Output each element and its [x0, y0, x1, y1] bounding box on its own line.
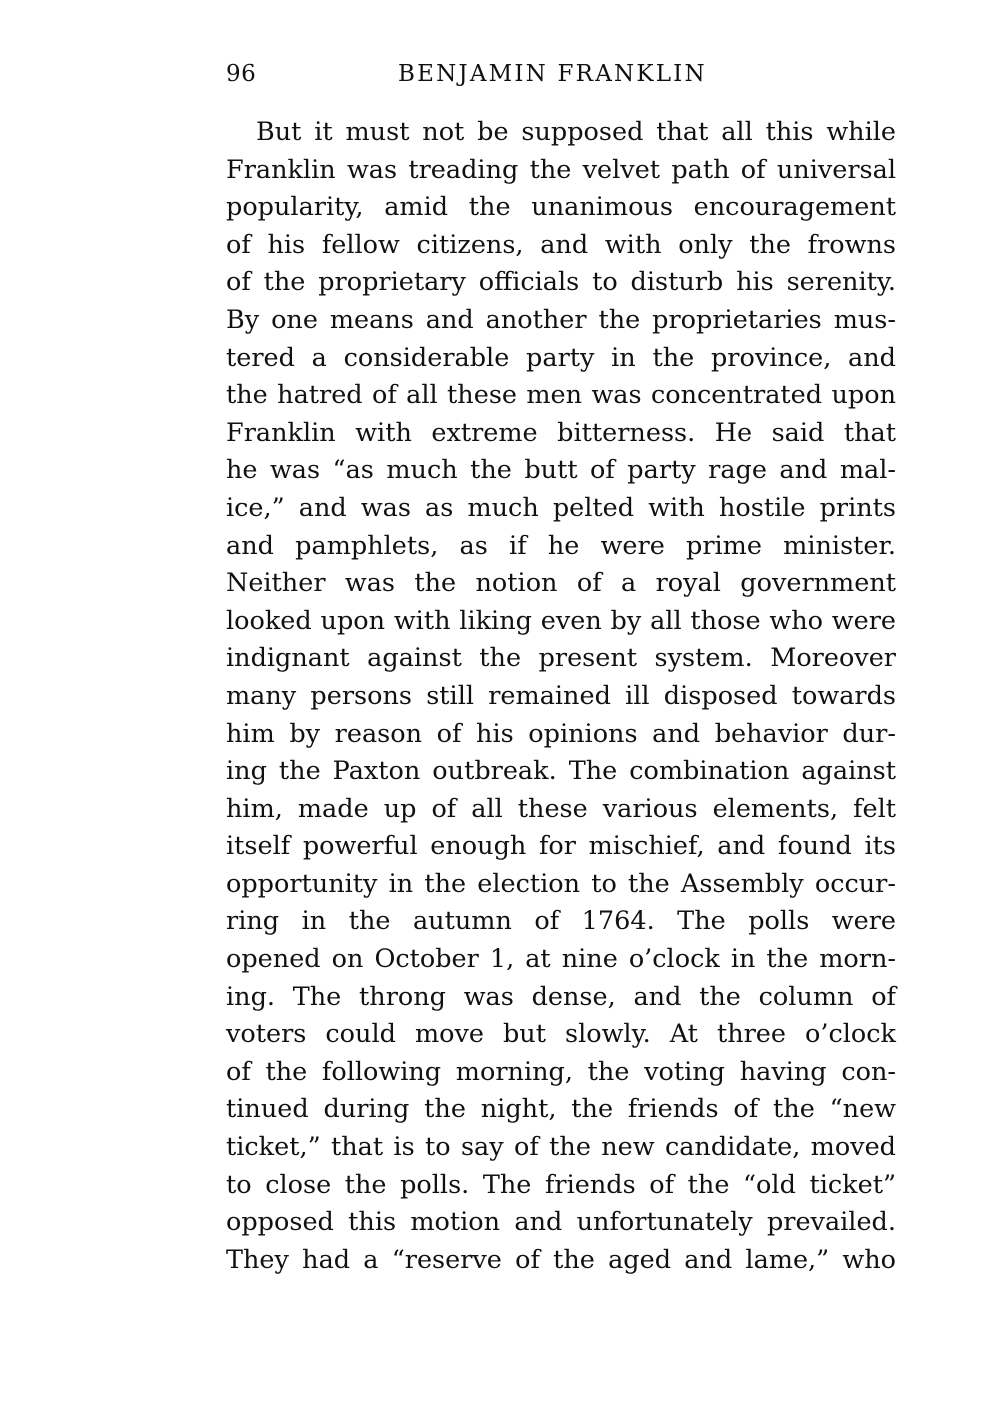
running-title: BENJAMIN FRANKLIN: [398, 61, 707, 87]
text-line: By one means and another the proprietaries mus-: [226, 304, 896, 335]
text-line: of the following morning, the voting having con-: [226, 1056, 896, 1087]
text-line: to close the polls. The friends of the “old ticket”: [226, 1169, 896, 1200]
text-line: ticket,” that is to say of the new candidate, moved: [226, 1132, 896, 1163]
text-line: voters could move but slowly. At three o’clock: [226, 1019, 896, 1050]
text-line: opportunity in the election to the Assembly occur-: [226, 868, 896, 899]
text-line: him by reason of his opinions and behavior dur-: [226, 718, 896, 749]
text-line: the hatred of all these men was concentrated upon: [226, 380, 896, 411]
text-line: popularity, amid the unanimous encouragement: [226, 192, 896, 223]
text-line: him, made up of all these various elements, felt: [226, 793, 896, 824]
running-head: [226, 58, 896, 94]
text-line: tinued during the night, the friends of the “new: [226, 1094, 896, 1125]
text-line: Franklin was treading the velvet path of universal: [226, 154, 896, 185]
text-line: Franklin with extreme bitterness. He said that: [226, 417, 896, 448]
text-line: opened on October 1, at nine o’clock in the morn-: [226, 944, 896, 975]
text-line: he was “as much the butt of party rage and mal-: [226, 455, 896, 486]
text-line: ring in the autumn of 1764. The polls were: [226, 906, 896, 937]
text-line: ice,” and was as much pelted with hostile prints: [226, 492, 896, 523]
text-line: ing the Paxton outbreak. The combination against: [226, 756, 896, 787]
text-line: looked upon with liking even by all those who were: [226, 605, 896, 636]
text-line: indignant against the present system. Moreover: [226, 643, 896, 674]
text-line: But it must not be supposed that all this while: [256, 117, 896, 147]
body-paragraph: [226, 114, 896, 1279]
page-number: 96: [226, 61, 257, 87]
text-line: Neither was the notion of a royal government: [226, 568, 896, 599]
text-line: They had a “reserve of the aged and lame,” who: [226, 1244, 896, 1275]
text-line: of the proprietary officials to disturb his serenity.: [226, 267, 896, 298]
text-line: and pamphlets, as if he were prime minister.: [226, 530, 896, 561]
text-line: many persons still remained ill disposed towards: [226, 680, 896, 711]
text-line: tered a considerable party in the province, and: [226, 342, 896, 373]
text-line: of his fellow citizens, and with only the frowns: [226, 229, 896, 260]
text-line: ing. The throng was dense, and the column of: [226, 981, 896, 1012]
text-line: itself powerful enough for mischief, and found its: [226, 831, 896, 862]
text-line: opposed this motion and unfortunately prevailed.: [226, 1207, 896, 1238]
